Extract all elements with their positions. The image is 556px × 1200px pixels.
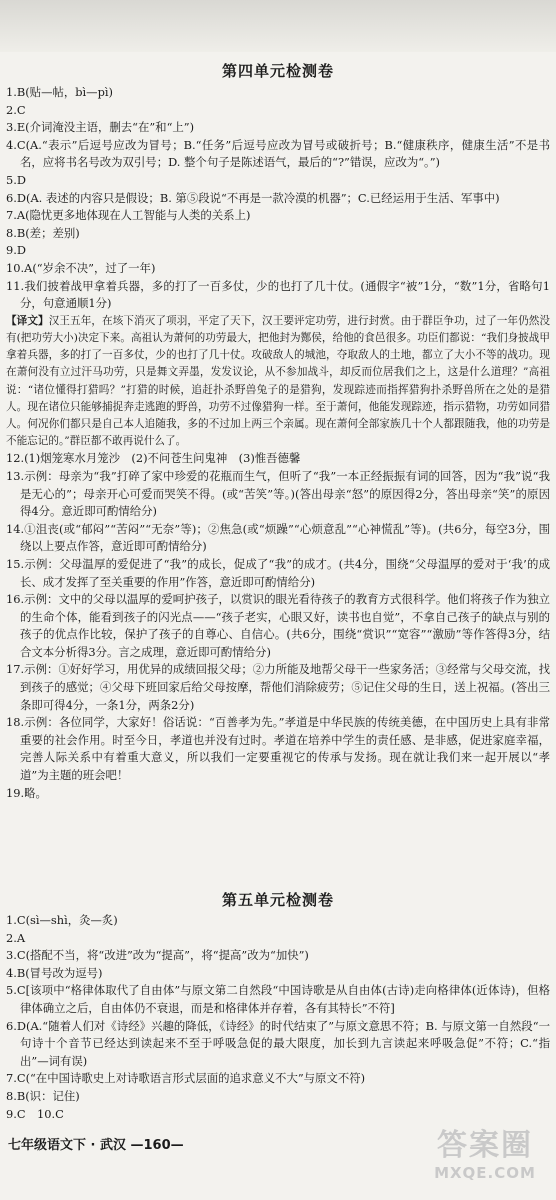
answer-item: 2.A — [6, 930, 26, 945]
answer-item: 4.C(A.“表示”后逗号应改为冒号；B.“任务”后逗号应改为冒号或破折号；B.“健康秩序，健康生活”不是书名，应将书名号改为双引号；D. 整个句子是陈述语气，最后的“?”错误，应改为“。”) — [6, 137, 550, 170]
page-footer: 七年级语文下 · 武汉 —160— — [8, 1138, 184, 1153]
answer-item: 1.C(sì—shì，灸—炙) — [6, 913, 118, 927]
section-4-item-list-after — [6, 450, 550, 802]
answer-item: 9.D — [6, 243, 27, 258]
answer-item: 5.C[该项中“格律体取代了自由体”与原文第二自然段“中国诗歌是从自由体(古诗)走向格律体(近体诗)，但格律体确立之后，自由体仍不衰退，而是和格律体并存着，各有其特长”不符] — [6, 983, 550, 1015]
translation-paragraph — [6, 313, 550, 451]
section-5-title: 第五单元检测卷 — [221, 891, 334, 909]
translation-text: 汉王五年，在垓下消灭了项羽，平定了天下，汉王要评定功劳，进行封赏。由于群臣争功，过了一年仍然没有(把功劳大小)决定下来。高祖认为萧何的功劳最大，把他封为酂侯，给他的食邑很多。功臣们都说：“我们身披战甲拿着兵器，多的打了一百多仗，少的也打了几十仗。攻破敌人的城池，夺取敌人的土地，都立了大小不等的战功。现在萧何没有立过汗马功劳，只是舞文弄墨，发发议论，从不参加战斗，却反而位居我们之上，这是什么道理？”高祖说：“诸位懂得打猎吗？”打猎的时候，追赶扑杀野兽兔子的是猎狗，发现踪迹而指挥猎狗扑杀野兽所在之处的是猎人。现在诸位只能够捕捉奔走逃跑的野兽，功劳不过像猎狗一样。至于萧何，他能发现踪迹，指示猎物，功劳如同猎人。何况你们都只是自己本人追随我，多的不过加上两三个亲属。现在萧何全部家族几十个人都跟随我，他的功劳是不能忘记的。”群臣都不敢再说什么了。 — [6, 314, 551, 448]
answer-item: 19.略。 — [6, 785, 47, 800]
section-4-title: 第四单元检测卷 — [221, 62, 334, 80]
watermark-line-1: 答案圈 — [437, 1128, 533, 1163]
answer-item: 8.B(差；差别) — [6, 225, 80, 240]
answer-item: 17.示例：①好好学习，用优异的成绩回报父母；②力所能及地帮父母干一些家务活；③经常与父母交流，找到孩子的感觉；④父母下班回家后给父母按摩，帮他们消除疲劳；⑤记住父母的生日，送上祝福。(答出三条即可得4分，一条1分，两条2分) — [6, 662, 550, 712]
section-4-answers — [6, 84, 550, 802]
answer-item: 7.C(“在中国诗歌史上对诗歌语言形式层面的追求意义不大”与原文不符) — [6, 1071, 366, 1086]
answer-item: 15.示例：父母温厚的爱促进了“我”的成长，促成了“我”的成才。(共4分，围绕“父母温厚的爱对于‘我’的成长、成才发挥了至关重要的作用”作答，意近即可酌情给分) — [6, 556, 550, 589]
answer-item: 1.B(贴—帖，bì—pì) — [6, 85, 113, 99]
answer-item: 10.A(“岁余不决”，过了一年) — [6, 260, 156, 275]
answer-item: 3.E(介词淹没主语，删去“在”和“上”) — [6, 120, 195, 135]
watermark-logo — [420, 1128, 550, 1190]
translation-tag: 【译文】 — [6, 314, 49, 327]
answer-item: 5.D — [6, 172, 27, 187]
answer-item: 2.C — [6, 102, 26, 117]
answer-item: 9.C 10.C — [6, 1106, 64, 1121]
answer-item: 4.B(冒号改为逗号) — [6, 965, 103, 980]
answer-item: 11.我们披着战甲拿着兵器，多的打了一百多仗，少的也打了几十仗。(通假字“被”1分，“数”1分，省略句1分，句意通顺1分) — [6, 278, 550, 311]
answer-item: 16.示例：文中的父母以温厚的爱呵护孩子，以赏识的眼光看待孩子的教育方式很科学。他们将孩子作为独立的生命个体，能看到孩子的闪光点——“孩子老实，心眼又好，读书也自觉”，不拿自己孩子的缺点与别的孩子的优点作比较，保护了孩子的自尊心、自信心。(共6分，围绕“赏识”“宽容”“激励”等作答得3分，结合文本分析得3分。言之成理，意近即可酌情给分) — [6, 592, 550, 659]
answer-item: 8.B(识：记住) — [6, 1088, 80, 1103]
section-5-answers — [6, 912, 550, 1123]
answer-item: 12.(1)烟笼寒水月笼沙 (2)不问苍生问鬼神 (3)惟吾德馨 — [6, 451, 301, 466]
answer-item: 7.A(隐忧更多地体现在人工智能与人类的关系上) — [6, 208, 251, 223]
section-4-item-list — [6, 84, 550, 313]
watermark-line-2: MXQE.COM — [434, 1164, 536, 1182]
answer-item: 3.C(搭配不当，将“改进”改为“提高”，将“提高”改为“加快”) — [6, 948, 309, 963]
section-5-item-list — [6, 912, 550, 1123]
answer-item: 18.示例：各位同学，大家好！俗话说：“百善孝为先。”孝道是中华民族的传统美德，在中国历史上具有非常重要的社会作用。时至今日，孝道也并没有过时。孝道在培养中学生的责任感、是非感，促进家庭幸福，完善人际关系中有着重大意义，所以我们一定要重视它的传承与发扬。现在就让我们来一起开展以“孝道”为主题的班会吧！ — [6, 715, 550, 783]
answer-item: 6.D(A. 表述的内容只是假设；B. 第⑤段说“不再是一款冷漠的机器”；C.已经运用于生活、军事中) — [6, 190, 500, 205]
top-shadow-strip — [0, 0, 556, 52]
answer-item: 6.D(A.“随着人们对《诗经》兴趣的降低，《诗经》的时代结束了”与原文意思不符；B. 与原文第一自然段“一句诗十个音节已经达到读起来不至于呼吸急促的最大限度，加长到九言读起来呼吸急促”不符；C.“指出”—词有误) — [6, 1018, 550, 1068]
answer-item: 13.示例：母亲为“我”打碎了家中珍爱的花瓶而生气，但听了“我”一本正经振振有词的回答，因为“我”说“我是无心的”；母亲开心可爱而哭笑不得。(或“苦笑”等。)(答出母亲“怒”的原因得2分，答出母亲“笑”的原因得4分。意近即可酌情给分) — [6, 468, 550, 519]
answer-item: 14.①沮丧(或“郁闷”“苦闷”“无奈”等)；②焦急(或“烦躁”“心烦意乱”“心神慌乱”等)。(共6分，每空3分，围绕以上要点作答，意近即可酌情给分) — [6, 521, 550, 554]
